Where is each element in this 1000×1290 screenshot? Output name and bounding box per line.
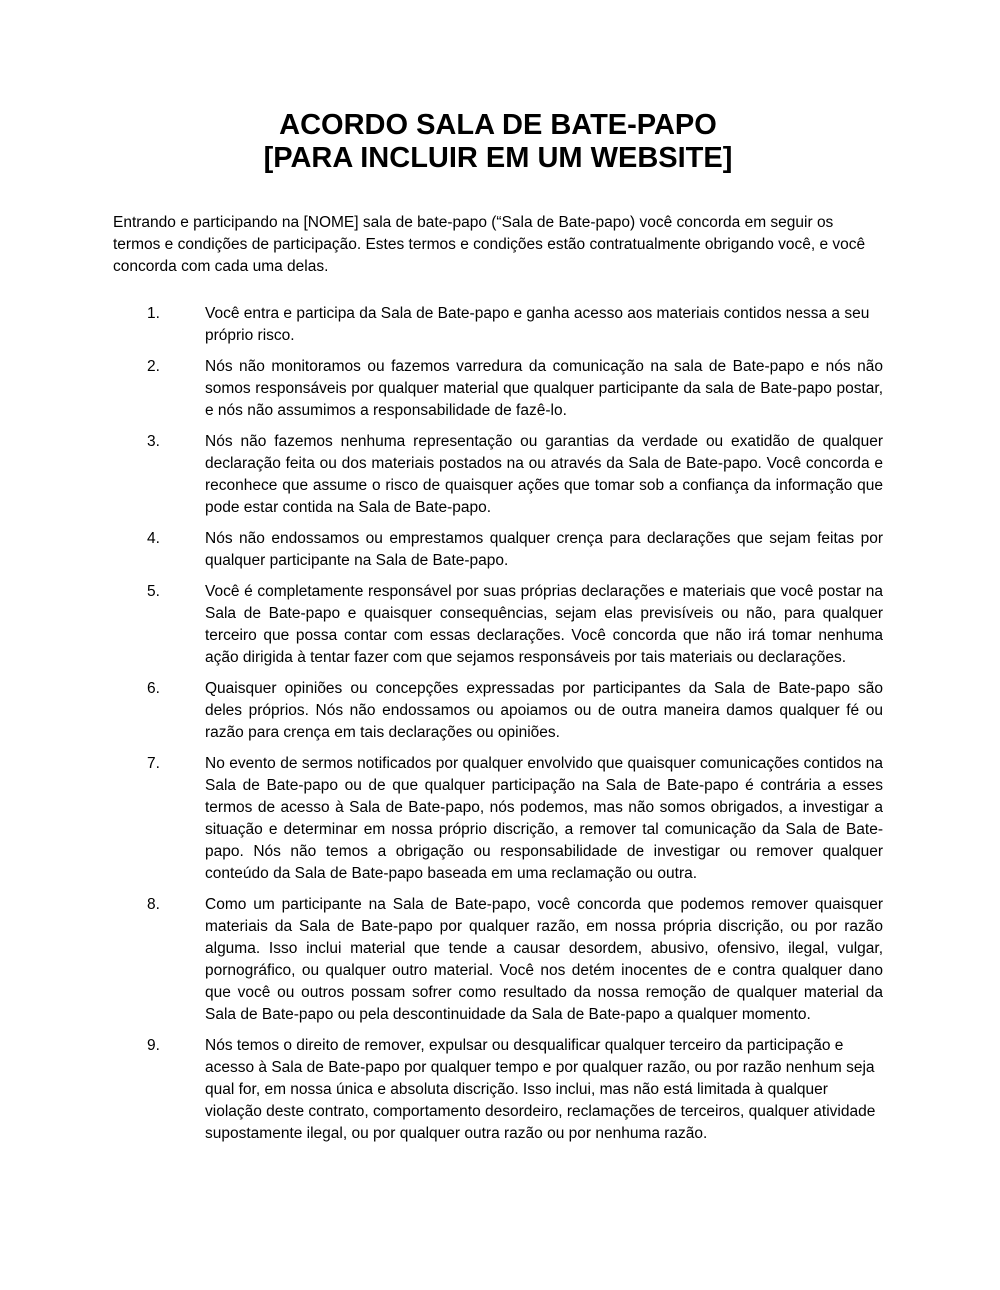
list-item xyxy=(113,528,883,572)
item-number: 5. xyxy=(147,583,160,600)
item-number: 4. xyxy=(147,530,160,547)
item-number: 3. xyxy=(147,433,160,450)
item-text: Nós temos o direito de remover, expulsar ou desqualificar qualquer terceiro da participação e acesso à Sala de Bate-papo por qualquer tempo e por qualquer razão, ou por razão nenhum seja qual for, em nossa única e absoluta discrição. Isso inclui, mas não está limitada à qualquer violação deste contrato, comportamento desordeiro, reclamações de terceiros, qualquer atividade supostamente ilegal, ou por qualquer outra razão ou por nenhuma razão. xyxy=(205,1037,876,1142)
list-item xyxy=(113,1035,883,1145)
list-item xyxy=(113,303,883,347)
item-number: 8. xyxy=(147,896,160,913)
item-number: 1. xyxy=(147,305,160,322)
intro-paragraph: Entrando e participando na [NOME] sala de bate-papo (“Sala de Bate-papo) você concorda em seguir os termos e condições de participação. Estes termos e condições estão contratualmente obrigando você, e você concorda com cada uma delas. xyxy=(113,214,866,275)
list-item xyxy=(113,753,883,885)
item-number: 6. xyxy=(147,680,160,697)
item-text: Você é completamente responsável por suas próprias declarações e materiais que você postar na Sala de Bate-papo e quaisquer consequências, sejam elas previsíveis ou não, para qualquer terceiro que possa contar com essas declarações. Você concorda que não irá tomar nenhuma ação dirigida à tentar fazer com que sejamos responsáveis por tais materiais ou declarações. xyxy=(205,583,883,666)
terms-list xyxy=(113,303,883,1145)
item-number: 9. xyxy=(147,1037,160,1054)
document-title xyxy=(113,109,883,175)
item-text: No evento de sermos notificados por qualquer envolvido que quaisquer comunicações contidos na Sala de Bate-papo ou de que qualquer participação na Sala de Bate-papo é contrária a esses termos de acesso à Sala de Bate-papo, nós podemos, mas não somos obrigados, a investigar a situação e determinar em nossa próprio discrição, a remover tal comunicação da Sala de Bate-papo. Nós não temos a obrigação ou responsabilidade de investigar ou remover qualquer conteúdo da Sala de Bate-papo baseada em uma reclamação ou outra. xyxy=(205,755,883,882)
item-text: Você entra e participa da Sala de Bate-papo e ganha acesso aos materiais contidos nessa a seu próprio risco. xyxy=(205,305,870,344)
item-text: Como um participante na Sala de Bate-papo, você concorda que podemos remover quaisquer materiais da Sala de Bate-papo por qualquer razão, em nossa própria discrição, ou por razão alguma. Isso inclui material que tende a causar desordem, abusivo, ofensivo, ilegal, vulgar, pornográfico, ou qualquer outro material. Você nos detém inocentes de e contra qualquer dano que você ou outros possam sofrer como resultado da nossa remoção de qualquer material da Sala de Bate-papo ou pela descontinuidade da Sala de Bate-papo a qualquer momento. xyxy=(205,896,883,1023)
list-item xyxy=(113,581,883,669)
item-text: Nós não endossamos ou emprestamos qualquer crença para declarações que sejam feitas por qualquer participante na Sala de Bate-papo. xyxy=(205,530,883,569)
item-text: Nós não monitoramos ou fazemos varredura da comunicação na sala de Bate-papo e nós não somos responsáveis por qualquer material que qualquer participante da sala de Bate-papo postar, e nós não assumimos a responsabilidade de fazê-lo. xyxy=(205,358,883,419)
item-number: 7. xyxy=(147,755,160,772)
item-text: Quaisquer opiniões ou concepções expressadas por participantes da Sala de Bate-papo são deles próprios. Nós não endossamos ou apoiamos ou de outra maneira damos qualquer fé ou razão para crença em tais declarações ou opiniões. xyxy=(205,680,883,741)
title-line-2: [PARA INCLUIR EM UM WEBSITE] xyxy=(263,142,733,174)
list-item xyxy=(113,356,883,422)
list-item xyxy=(113,678,883,744)
item-number: 2. xyxy=(147,358,160,375)
list-item xyxy=(113,894,883,1026)
title-line-1: ACORDO SALA DE BATE-PAPO xyxy=(279,109,717,141)
list-item xyxy=(113,431,883,519)
item-text: Nós não fazemos nenhuma representação ou garantias da verdade ou exatidão de qualquer declaração feita ou dos materiais postados na ou através da Sala de Bate-papo. Você concorda e reconhece que assume o risco de quaisquer ações que tomar sob a confiança da informação que pode estar contida na Sala de Bate-papo. xyxy=(205,433,883,516)
